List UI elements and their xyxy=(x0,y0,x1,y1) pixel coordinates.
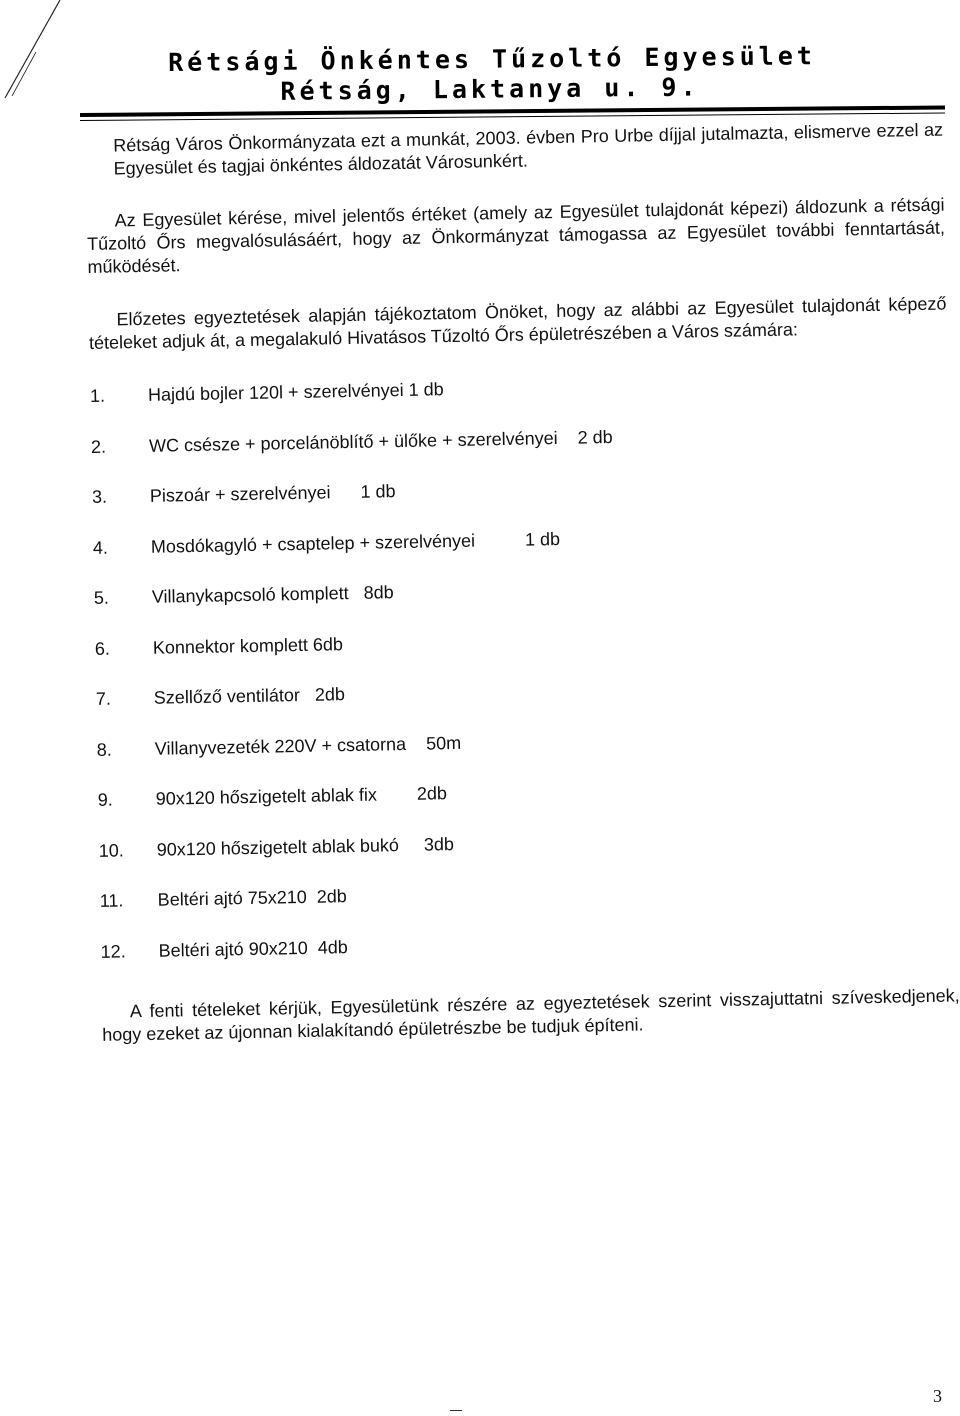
item-text: Szellőző ventilátor 2db xyxy=(153,684,346,708)
item-number: 6. xyxy=(94,638,111,659)
organization-name: Rétsági Önkéntes Tűzoltó Egyesület xyxy=(168,41,817,77)
corner-pen-stroke xyxy=(0,0,70,110)
paragraph-request: Az Egyesület kérése, mivel jelentős értéket (amely az Egyesület tulajdonát képezi) áldozunk a rétsági Tűzoltó Őrs megvalósulásáért, hogy az Önkormányzat támogassa az Egyesület további fenntartását, működését. xyxy=(86,194,946,277)
item-number: 7. xyxy=(95,688,112,709)
item-number: 5. xyxy=(93,587,110,608)
letter-body xyxy=(85,119,960,1047)
item-text: Villanykapcsoló komplett 8db xyxy=(151,582,394,607)
item-text: Konnektor komplett 6db xyxy=(152,633,344,658)
item-number: 10. xyxy=(98,839,124,861)
item-text: Piszoár + szerelvényei 1 db xyxy=(149,481,396,506)
letterhead xyxy=(168,41,816,108)
item-number: 12. xyxy=(100,940,126,962)
scan-mark xyxy=(450,1410,462,1411)
item-number: 8. xyxy=(96,739,113,760)
item-text: Beltéri ajtó 75x210 2db xyxy=(157,886,347,910)
item-list xyxy=(90,368,959,990)
item-text: 90x120 hőszigetelt ablak fix 2db xyxy=(155,783,448,809)
organization-address: Rétság, Laktanya u. 9. xyxy=(280,72,700,106)
item-number: 2. xyxy=(90,436,107,457)
page-number: 3 xyxy=(933,1386,942,1406)
paragraph-pro-urbe: Rétság Város Önkormányzata ezt a munkát, 2003. évben Pro Urbe díjjal jutalmazta, elismerve ezzel az Egyesület és tagjai önkéntes áldozatát Városunkért. xyxy=(113,119,944,179)
item-number: 3. xyxy=(91,486,108,507)
item-number: 1. xyxy=(89,385,106,406)
item-text: WC csésze + porcelánöblítő + ülőke + szerelvényei 2 db xyxy=(148,426,613,456)
item-text: Beltéri ajtó 90x210 4db xyxy=(158,936,348,961)
paragraph-closing: A fenti tételeket kérjük, Egyesületünk részére az egyeztetések szerint visszajuttatni szíveskedjenek, hogy ezeket az újonnan kialakítandó épületrészbe be tudjuk építeni. xyxy=(102,985,960,1045)
item-number: 9. xyxy=(97,789,113,810)
item-text: Villanyvezeték 220V + csatorna 50m xyxy=(154,732,462,759)
item-number: 4. xyxy=(92,537,109,558)
item-text: Hajdú bojler 120l + szerelvényei 1 db xyxy=(147,379,444,405)
item-number: 11. xyxy=(99,890,124,911)
item-text: 90x120 hőszigetelt ablak bukó 3db xyxy=(156,833,455,860)
item-text: Mosdókagyló + csaptelep + szerelvényei 1 db xyxy=(150,528,561,557)
paragraph-notice: Előzetes egyeztetések alapján tájékoztatom Önöket, hogy az alábbi az Egyesület tulajdonát képező tételeket adjuk át, a megalakuló Hivatásos Tűzoltó Őrs épületrészében a Város számára: xyxy=(88,293,947,353)
